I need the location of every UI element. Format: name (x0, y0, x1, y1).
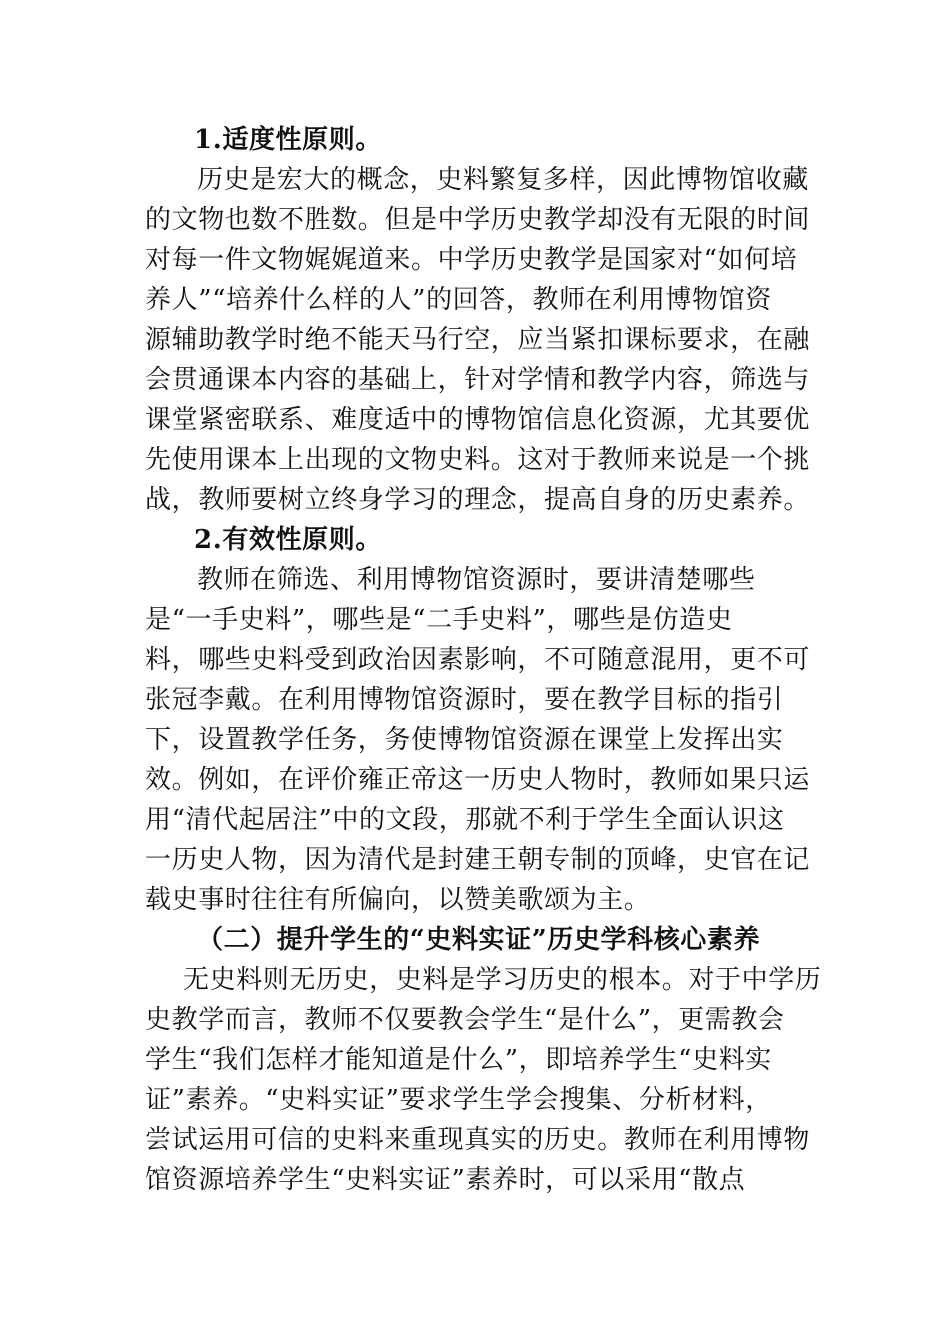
paragraph-line: 尝试运用可信的史料来重现真实的历史。教师在利用博物 (145, 1125, 811, 1155)
paragraph-line: 教师在筛选、利用博物馆资源时，要讲清楚哪些 (197, 565, 756, 595)
paragraph-line: 对每一件文物娓娓道来。中学历史教学是国家对“如何培 (145, 245, 798, 275)
paragraph-line: 效。例如，在评价雍正帝这一历史人物时，教师如果只运 (145, 765, 811, 795)
paragraph-line: 下，设置教学任务，务使博物馆资源在课堂上发挥出实 (145, 725, 784, 755)
paragraph-line: 学生“我们怎样才能知道是什么”，即培养学生“史料实 (145, 1045, 772, 1075)
paragraph-line: 馆资源培养学生“史料实证”素养时，可以采用“散点 (145, 1165, 746, 1195)
paragraph-line: 证”素养。“史料实证”要求学生学会搜集、分析材料， (145, 1085, 772, 1115)
paragraph-line: 会贯通课本内容的基础上，针对学情和教学内容，筛选与 (145, 365, 811, 395)
paragraph-line: 养人”“培养什么样的人”的回答，教师在利用博物馆资 (145, 285, 772, 315)
paragraph-line: 是“一手史料”，哪些是“二手史料”，哪些是仿造史 (145, 605, 733, 635)
paragraph-line: 载史事时往往有所偏向，以赞美歌颂为主。 (145, 885, 651, 915)
paragraph-line: 无史料则无历史，史料是学习历史的根本。对于中学历 (183, 965, 822, 995)
paragraph-line: 一历史人物，因为清代是封建王朝专制的顶峰，史官在记 (145, 845, 811, 875)
paragraph-line: 张冠李戴。在利用博物馆资源时，要在教学目标的指引 (145, 685, 784, 715)
section-heading: （二）提升学生的“史料实证”历史学科核心素养 (197, 925, 761, 955)
paragraph-line: 史教学而言，教师不仅要教会学生“是什么”，更需教会 (145, 1005, 785, 1035)
paragraph-line: 的文物也数不胜数。但是中学历史教学却没有无限的时间 (145, 205, 811, 235)
paragraph-line: 料，哪些史料受到政治因素影响，不可随意混用，更不可 (145, 645, 811, 675)
paragraph-line: 战，教师要树立终身学习的理念，提高自身的历史素养。 (145, 485, 811, 515)
paragraph-line: 课堂紧密联系、难度适中的博物馆信息化资源，尤其要优 (145, 405, 811, 435)
paragraph-line: 源辅助教学时绝不能天马行空，应当紧扣课标要求，在融 (145, 325, 811, 355)
heading-effectiveness-principle: 2.有效性原则。 (194, 525, 382, 555)
paragraph-line: 历史是宏大的概念，史料繁复多样，因此博物馆收藏 (197, 165, 809, 195)
heading-appropriateness-principle: 1.适度性原则。 (194, 125, 382, 155)
paragraph-line: 先使用课本上出现的文物史料。这对于教师来说是一个挑 (145, 445, 811, 475)
paragraph-line: 用“清代起居注”中的文段，那就不利于学生全面认识这 (145, 805, 785, 835)
